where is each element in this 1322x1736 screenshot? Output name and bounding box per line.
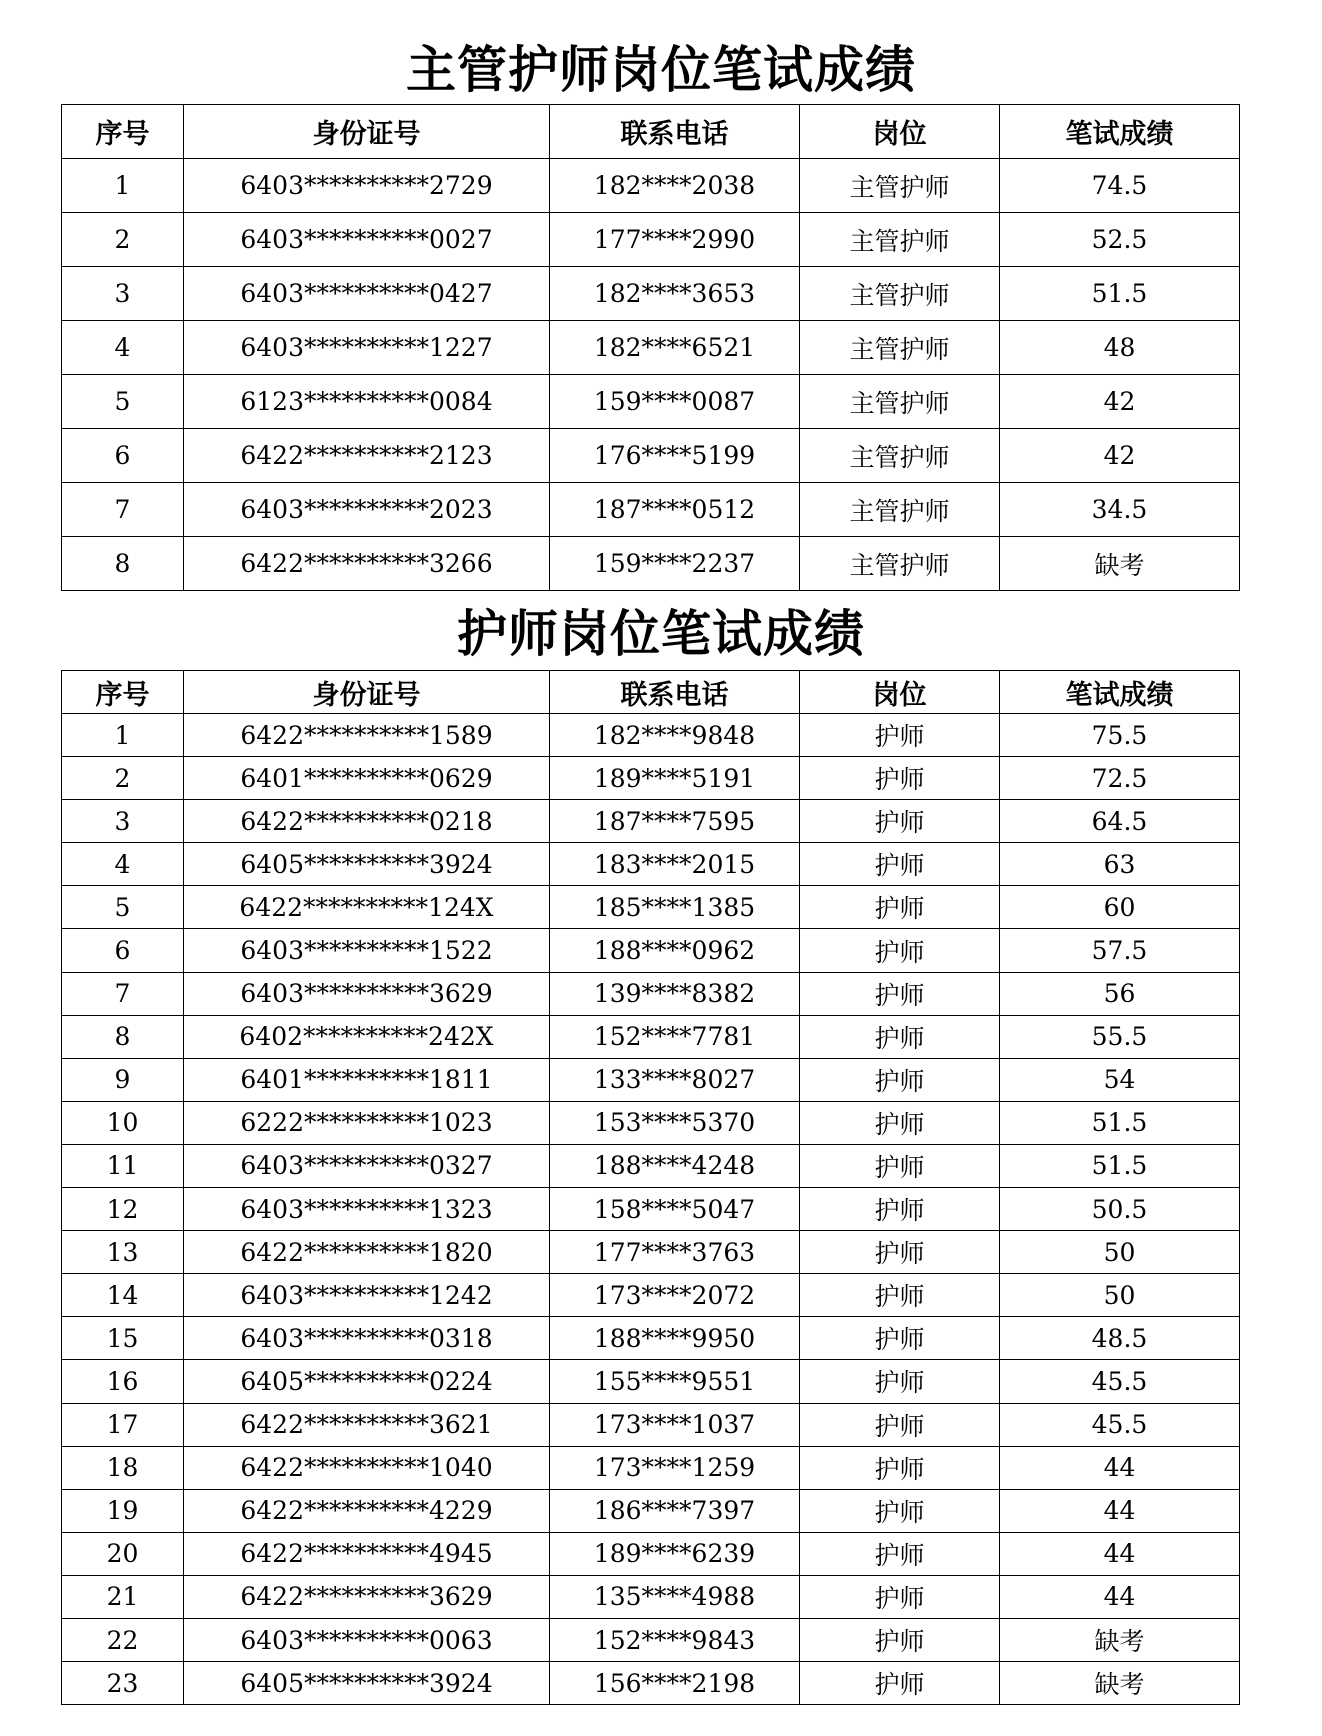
cell-position: 护师 (800, 714, 1000, 757)
cell-phone: 152****7781 (550, 1015, 800, 1058)
table-row (62, 1489, 1240, 1532)
cell-position: 护师 (800, 1188, 1000, 1231)
cell-phone: 188****9950 (550, 1317, 800, 1360)
cell-id-number: 6403**********1522 (184, 929, 550, 972)
table-row (62, 1144, 1240, 1187)
header-index: 序号 (62, 671, 184, 714)
cell-id-number: 6422**********0218 (184, 800, 550, 843)
cell-index: 11 (62, 1144, 184, 1187)
cell-score: 缺考 (1000, 1618, 1240, 1661)
header-id-number: 身份证号 (184, 671, 550, 714)
cell-score: 52.5 (1000, 213, 1240, 267)
cell-position: 护师 (800, 1231, 1000, 1274)
table-row (62, 972, 1240, 1015)
cell-id-number: 6403**********0427 (184, 267, 550, 321)
table-row (62, 429, 1240, 483)
cell-index: 6 (62, 929, 184, 972)
cell-phone: 182****3653 (550, 267, 800, 321)
cell-score: 缺考 (1000, 1662, 1240, 1705)
table-row (62, 1575, 1240, 1618)
cell-score: 45.5 (1000, 1403, 1240, 1446)
header-score: 笔试成绩 (1000, 105, 1240, 159)
cell-phone: 189****6239 (550, 1532, 800, 1575)
cell-index: 4 (62, 843, 184, 886)
cell-index: 15 (62, 1317, 184, 1360)
cell-phone: 158****5047 (550, 1188, 800, 1231)
cell-position: 护师 (800, 972, 1000, 1015)
cell-phone: 183****2015 (550, 843, 800, 886)
cell-score: 44 (1000, 1446, 1240, 1489)
cell-phone: 187****0512 (550, 483, 800, 537)
cell-score: 54 (1000, 1058, 1240, 1101)
cell-id-number: 6422**********4945 (184, 1532, 550, 1575)
cell-id-number: 6403**********1323 (184, 1188, 550, 1231)
cell-position: 主管护师 (800, 321, 1000, 375)
cell-score: 44 (1000, 1532, 1240, 1575)
cell-id-number: 6403**********3629 (184, 972, 550, 1015)
table2-body (62, 714, 1240, 1705)
header-index: 序号 (62, 105, 184, 159)
table-row (62, 537, 1240, 591)
cell-score: 55.5 (1000, 1015, 1240, 1058)
header-position: 岗位 (800, 671, 1000, 714)
cell-index: 13 (62, 1231, 184, 1274)
table-row (62, 1618, 1240, 1661)
table2-title: 护师岗位笔试成绩 (457, 604, 865, 663)
header-phone: 联系电话 (550, 105, 800, 159)
cell-index: 7 (62, 483, 184, 537)
cell-id-number: 6403**********0063 (184, 1618, 550, 1661)
cell-id-number: 6422**********3266 (184, 537, 550, 591)
table-row (62, 1015, 1240, 1058)
cell-index: 1 (62, 159, 184, 213)
cell-id-number: 6422**********3629 (184, 1575, 550, 1618)
table-row (62, 1101, 1240, 1144)
cell-index: 14 (62, 1274, 184, 1317)
cell-score: 42 (1000, 429, 1240, 483)
cell-position: 主管护师 (800, 267, 1000, 321)
cell-phone: 188****0962 (550, 929, 800, 972)
cell-score: 50 (1000, 1274, 1240, 1317)
cell-phone: 186****7397 (550, 1489, 800, 1532)
nurse-score-table (61, 670, 1240, 1705)
cell-phone: 155****9551 (550, 1360, 800, 1403)
table-row (62, 159, 1240, 213)
cell-phone: 189****5191 (550, 757, 800, 800)
table-row (62, 757, 1240, 800)
table-row (62, 800, 1240, 843)
cell-position: 护师 (800, 929, 1000, 972)
cell-index: 12 (62, 1188, 184, 1231)
table-row (62, 1360, 1240, 1403)
cell-id-number: 6403**********2023 (184, 483, 550, 537)
cell-index: 2 (62, 757, 184, 800)
cell-score: 60 (1000, 886, 1240, 929)
cell-id-number: 6422**********1589 (184, 714, 550, 757)
cell-position: 主管护师 (800, 213, 1000, 267)
cell-id-number: 6422**********124X (184, 886, 550, 929)
cell-index: 16 (62, 1360, 184, 1403)
table-row (62, 267, 1240, 321)
cell-score: 34.5 (1000, 483, 1240, 537)
cell-phone: 153****5370 (550, 1101, 800, 1144)
cell-position: 护师 (800, 1101, 1000, 1144)
cell-index: 18 (62, 1446, 184, 1489)
cell-index: 3 (62, 267, 184, 321)
cell-phone: 173****1037 (550, 1403, 800, 1446)
cell-id-number: 6222**********1023 (184, 1101, 550, 1144)
cell-id-number: 6405**********3924 (184, 1662, 550, 1705)
cell-position: 护师 (800, 1144, 1000, 1187)
cell-position: 护师 (800, 843, 1000, 886)
cell-score: 44 (1000, 1575, 1240, 1618)
cell-score: 45.5 (1000, 1360, 1240, 1403)
cell-phone: 182****2038 (550, 159, 800, 213)
table-row (62, 1317, 1240, 1360)
cell-score: 缺考 (1000, 537, 1240, 591)
header-id-number: 身份证号 (184, 105, 550, 159)
cell-id-number: 6422**********4229 (184, 1489, 550, 1532)
cell-id-number: 6403**********1242 (184, 1274, 550, 1317)
cell-score: 42 (1000, 375, 1240, 429)
header-phone: 联系电话 (550, 671, 800, 714)
cell-phone: 173****1259 (550, 1446, 800, 1489)
cell-position: 护师 (800, 1618, 1000, 1661)
cell-phone: 176****5199 (550, 429, 800, 483)
cell-phone: 177****3763 (550, 1231, 800, 1274)
cell-position: 主管护师 (800, 483, 1000, 537)
cell-index: 22 (62, 1618, 184, 1661)
cell-score: 64.5 (1000, 800, 1240, 843)
cell-position: 护师 (800, 1274, 1000, 1317)
cell-index: 20 (62, 1532, 184, 1575)
cell-position: 护师 (800, 1446, 1000, 1489)
cell-phone: 135****4988 (550, 1575, 800, 1618)
table-row (62, 843, 1240, 886)
cell-score: 51.5 (1000, 267, 1240, 321)
cell-phone: 152****9843 (550, 1618, 800, 1661)
table-row (62, 886, 1240, 929)
cell-id-number: 6405**********3924 (184, 843, 550, 886)
table-row (62, 321, 1240, 375)
cell-phone: 133****8027 (550, 1058, 800, 1101)
cell-index: 5 (62, 886, 184, 929)
cell-score: 57.5 (1000, 929, 1240, 972)
table-row (62, 375, 1240, 429)
cell-position: 主管护师 (800, 429, 1000, 483)
cell-score: 48.5 (1000, 1317, 1240, 1360)
cell-id-number: 6403**********0318 (184, 1317, 550, 1360)
table1-body (62, 159, 1240, 591)
cell-phone: 159****0087 (550, 375, 800, 429)
cell-index: 4 (62, 321, 184, 375)
cell-position: 护师 (800, 1317, 1000, 1360)
cell-position: 护师 (800, 1403, 1000, 1446)
cell-phone: 159****2237 (550, 537, 800, 591)
table-row (62, 1662, 1240, 1705)
cell-position: 主管护师 (800, 537, 1000, 591)
cell-position: 护师 (800, 1489, 1000, 1532)
cell-position: 护师 (800, 1058, 1000, 1101)
cell-position: 护师 (800, 1360, 1000, 1403)
cell-position: 护师 (800, 1015, 1000, 1058)
cell-score: 72.5 (1000, 757, 1240, 800)
table-row (62, 483, 1240, 537)
cell-id-number: 6123**********0084 (184, 375, 550, 429)
cell-position: 护师 (800, 886, 1000, 929)
table-row (62, 1446, 1240, 1489)
cell-score: 51.5 (1000, 1101, 1240, 1144)
table-row (62, 1274, 1240, 1317)
cell-id-number: 6401**********1811 (184, 1058, 550, 1101)
cell-position: 主管护师 (800, 375, 1000, 429)
cell-id-number: 6422**********1040 (184, 1446, 550, 1489)
cell-score: 44 (1000, 1489, 1240, 1532)
cell-score: 63 (1000, 843, 1240, 886)
cell-phone: 182****6521 (550, 321, 800, 375)
table-row (62, 929, 1240, 972)
cell-phone: 156****2198 (550, 1662, 800, 1705)
cell-score: 75.5 (1000, 714, 1240, 757)
cell-id-number: 6405**********0224 (184, 1360, 550, 1403)
cell-phone: 177****2990 (550, 213, 800, 267)
cell-index: 7 (62, 972, 184, 1015)
cell-phone: 173****2072 (550, 1274, 800, 1317)
header-score: 笔试成绩 (1000, 671, 1240, 714)
cell-position: 护师 (800, 1575, 1000, 1618)
cell-index: 23 (62, 1662, 184, 1705)
table1-title: 主管护师岗位笔试成绩 (406, 40, 916, 99)
table-header-row (62, 671, 1240, 714)
cell-phone: 187****7595 (550, 800, 800, 843)
table-header-row (62, 105, 1240, 159)
cell-phone: 188****4248 (550, 1144, 800, 1187)
cell-index: 9 (62, 1058, 184, 1101)
table-row (62, 1532, 1240, 1575)
cell-id-number: 6403**********1227 (184, 321, 550, 375)
table-row (62, 213, 1240, 267)
cell-id-number: 6403**********2729 (184, 159, 550, 213)
cell-position: 护师 (800, 1662, 1000, 1705)
senior-nurse-score-table (61, 104, 1240, 591)
cell-phone: 182****9848 (550, 714, 800, 757)
cell-id-number: 6422**********1820 (184, 1231, 550, 1274)
cell-id-number: 6422**********3621 (184, 1403, 550, 1446)
table-row (62, 1403, 1240, 1446)
cell-position: 护师 (800, 800, 1000, 843)
cell-id-number: 6403**********0327 (184, 1144, 550, 1187)
table-row (62, 1058, 1240, 1101)
table-row (62, 1231, 1240, 1274)
cell-index: 21 (62, 1575, 184, 1618)
cell-score: 50.5 (1000, 1188, 1240, 1231)
cell-phone: 139****8382 (550, 972, 800, 1015)
cell-index: 19 (62, 1489, 184, 1532)
cell-score: 51.5 (1000, 1144, 1240, 1187)
cell-index: 5 (62, 375, 184, 429)
cell-index: 3 (62, 800, 184, 843)
cell-score: 50 (1000, 1231, 1240, 1274)
cell-index: 1 (62, 714, 184, 757)
cell-index: 6 (62, 429, 184, 483)
cell-id-number: 6422**********2123 (184, 429, 550, 483)
cell-id-number: 6403**********0027 (184, 213, 550, 267)
cell-id-number: 6401**********0629 (184, 757, 550, 800)
cell-position: 护师 (800, 757, 1000, 800)
table-row (62, 714, 1240, 757)
table-row (62, 1188, 1240, 1231)
cell-id-number: 6402**********242X (184, 1015, 550, 1058)
cell-score: 56 (1000, 972, 1240, 1015)
cell-index: 2 (62, 213, 184, 267)
cell-index: 10 (62, 1101, 184, 1144)
cell-position: 护师 (800, 1532, 1000, 1575)
cell-index: 17 (62, 1403, 184, 1446)
cell-score: 74.5 (1000, 159, 1240, 213)
cell-score: 48 (1000, 321, 1240, 375)
cell-position: 主管护师 (800, 159, 1000, 213)
cell-index: 8 (62, 537, 184, 591)
cell-phone: 185****1385 (550, 886, 800, 929)
header-position: 岗位 (800, 105, 1000, 159)
cell-index: 8 (62, 1015, 184, 1058)
